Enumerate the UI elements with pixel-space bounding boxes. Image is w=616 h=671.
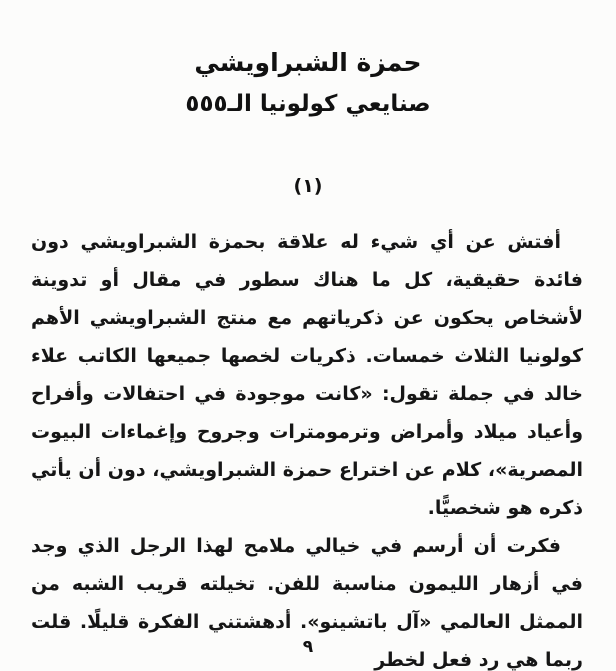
page-header xyxy=(0,0,616,117)
book-subtitle: صنايعي كولونيا الـ٥٥٥ xyxy=(185,91,431,117)
paragraph-1: أفتش عن أي شيء له علاقة بحمزة الشبراويشي دون فائدة حقيقية، كل ما هناك سطور في مقال أو تدوينة لأشخاص يحكون عن ذكرياتهم مع منتج الشبراويشي الأهم كولونيا الثلاث خمسات. ذكريات لخصها جميعها الكاتب علاء خالد في جملة تقول: «كانت موجودة في احتفالات وأفراح وأعياد ميلاد وأمراض وترمومترات وجروح وإغماءات البيوت المصرية»، كلام عن اختراع حمزة الشبراويشي، دون أن يأتي ذكره هو شخصيًّا. xyxy=(31,231,583,519)
page-number: ٩ xyxy=(302,637,314,657)
paragraph-2: فكرت أن أرسم في خيالي ملامح لهذا الرجل الذي وجد في أزهار الليمون مناسبة للفن. تخيلته قريب الشبه من الممثل العالمي «آل باتشينو». أدهشتني الفكرة قليلًا. قلت ربما هي رد فعل لخطر xyxy=(31,535,583,671)
chapter-number: (١) xyxy=(293,175,323,197)
page-footer xyxy=(0,637,616,657)
book-title: حمزة الشبراويشي xyxy=(194,48,422,77)
body-text xyxy=(31,223,583,671)
